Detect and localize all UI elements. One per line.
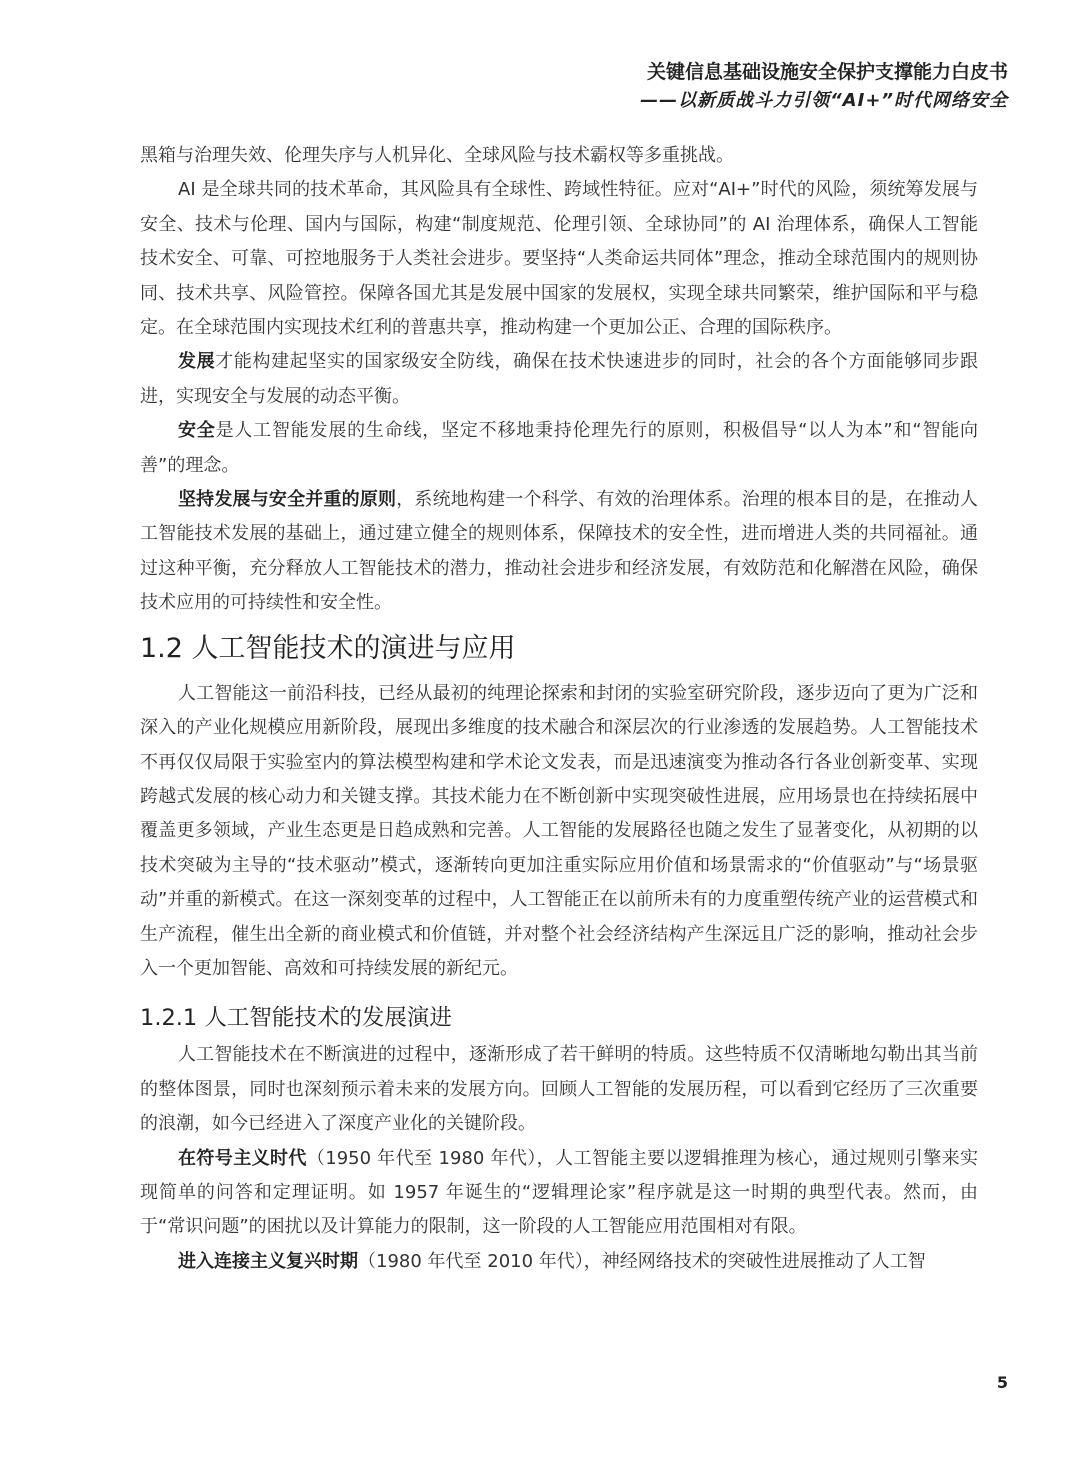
paragraph-4 (140, 414, 978, 483)
page-header (640, 58, 1008, 116)
paragraph-4-lead: 安全 (178, 420, 216, 442)
paragraph-8 (140, 1142, 978, 1245)
paragraph-3-text: 才能构建起坚实的国家级安全防线，确保在技术快速进步的同时，社会的各个方面能够同步跟进，实现安全与发展的动态平衡。 (140, 351, 979, 407)
page-number: 5 (996, 1373, 1008, 1392)
paragraph-9-lead: 进入连接主义复兴时期 (178, 1250, 358, 1272)
paragraph-8-text: （1950 年代至 1980 年代），人工智能主要以逻辑推理为核心，通过规则引擎来实现简单的问答和定理证明。如 1957 年诞生的“逻辑理论家”程序就是这一时期的典型代表。然而，由于“常识问题”的困扰以及计算能力的限制，这一阶段的人工智能应用范围相对有限。 (140, 1147, 979, 1238)
document-body (140, 139, 978, 1279)
paragraph-7: 人工智能技术在不断演进的过程中，逐渐形成了若干鲜明的特质。这些特质不仅清晰地勾勒出其当前的整体图景，同时也深刻预示着未来的发展方向。回顾人工智能的发展历程，可以看到它经历了三次重要的浪潮，如今已经进入了深度产业化的关键阶段。 (140, 1044, 978, 1135)
paragraph-1: 黑箱与治理失效、伦理失序与人机异化、全球风险与技术霸权等多重挑战。 (140, 145, 734, 166)
paragraph-5-lead: 坚持发展与安全并重的原则 (178, 489, 397, 511)
paragraph-9-text: （1980 年代至 2010 年代），神经网络技术的突破性进展推动了人工智 (358, 1250, 926, 1272)
subsection-heading: 1.2.1 人工智能技术的发展演进 (140, 1005, 452, 1032)
header-title: 关键信息基础设施安全保护支撑能力白皮书 (646, 61, 1008, 83)
paragraph-6: 人工智能这一前沿科技，已经从最初的纯理论探索和封闭的实验室研究阶段，逐步迈向了更为广泛和深入的产业化规模应用新阶段，展现出多维度的技术融合和深层次的行业渗透的发展趋势。人工智能技术不再仅仅局限于实验室内的算法模型构建和学术论文发表，而是迅速演变为推动各行各业创新变革、实现跨越式发展的核心动力和关键支撑。其技术能力在不断创新中实现突破性进展，应用场景也在持续拓展中覆盖更多领域，产业生态更是日趋成熟和完善。人工智能的发展路径也随之发生了显著变化，从初期的以技术突破为主导的“技术驱动”模式，逐渐转向更加注重实际应用价值和场景需求的“价值驱动”与“场景驱动”并重的新模式。在这一深刻变革的过程中，人工智能正在以前所未有的力度重塑传统产业的运营模式和生产流程，催生出全新的商业模式和价值链，并对整个社会经济结构产生深远且广泛的影响，推动社会步入一个更加智能、高效和可持续发展的新纪元。 (140, 682, 978, 979)
section-heading: 1.2 人工智能技术的演进与应用 (140, 632, 516, 664)
header-subtitle: ——以新质战斗力引领“AI+”时代网络安全 (640, 90, 1008, 111)
paragraph-2: AI 是全球共同的技术革命，其风险具有全球性、跨域性特征。应对“AI+”时代的风险，须统筹发展与安全、技术与伦理、国内与国际，构建“制度规范、伦理引领、全球协同”的 AI 治理体系，确保人工智能技术安全、可靠、可控地服务于人类社会进步。要坚持“人类命运共同体”理念，推动全球范围内的规则协同、技术共享、风险管控。保障各国尤其是发展中国家的发展权，实现全球共同繁荣，维护国际和平与稳定。在全球范围内实现技术红利的普惠共享，推动构建一个更加公正、合理的国际秩序。 (140, 179, 978, 339)
paragraph-4-text: 是人工智能发展的生命线，坚定不移地秉持伦理先行的原则，积极倡导“以人为本”和“智能向善”的理念。 (140, 420, 978, 476)
paragraph-3 (140, 345, 978, 414)
paragraph-9 (140, 1245, 978, 1279)
paragraph-5-text: ，系统地构建一个科学、有效的治理体系。治理的根本目的是，在推动人工智能技术发展的基础上，通过建立健全的规则体系，保障技术的安全性，进而增进人类的共同福祉。通过这种平衡，充分释放人工智能技术的潜力，推动社会进步和经济发展，有效防范和化解潜在风险，确保技术应用的可持续性和安全性。 (140, 489, 978, 614)
paragraph-5 (140, 483, 978, 621)
paragraph-8-lead: 在符号主义时代 (178, 1147, 307, 1169)
paragraph-3-lead: 发展 (178, 351, 216, 373)
